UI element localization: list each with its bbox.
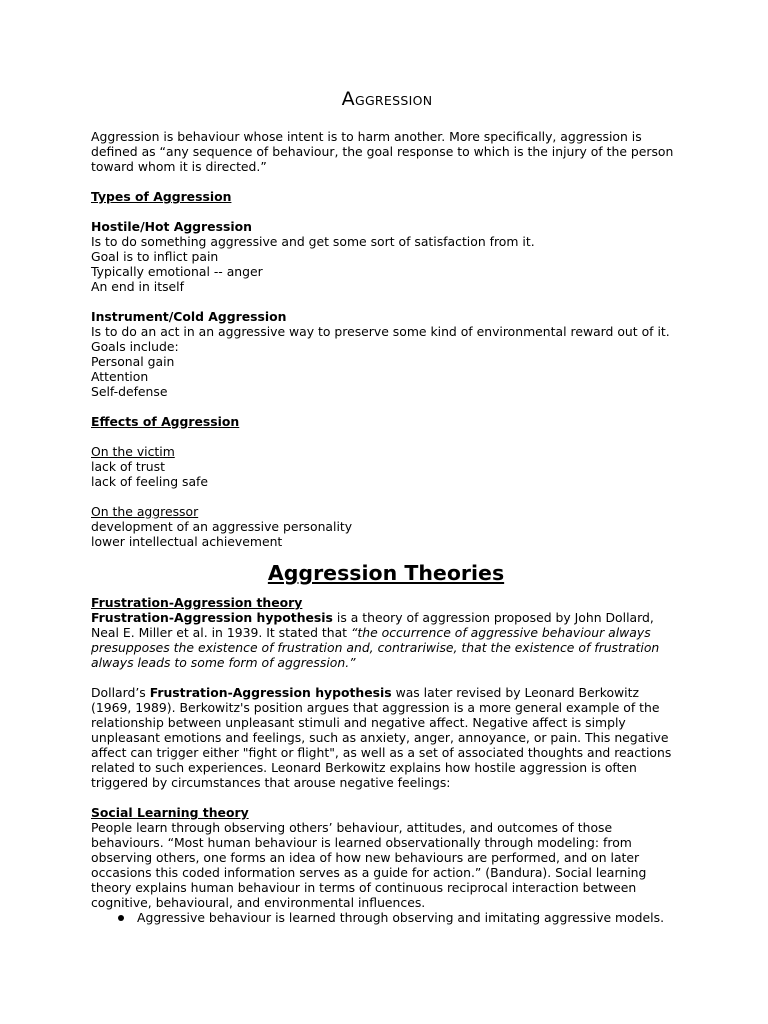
victim-heading: On the victim	[91, 444, 175, 459]
hostile-section	[91, 219, 681, 294]
aggressor-line: lower intellectual achievement	[91, 534, 283, 549]
hostile-line: Is to do something aggressive and get some sort of satisfaction from it.	[91, 234, 535, 249]
berkowitz-pre: Dollard’s	[91, 685, 150, 700]
social-bullet-list	[91, 910, 681, 925]
instrument-line: Is to do an act in an aggressive way to preserve some kind of environmental reward out of it.	[91, 324, 670, 339]
frustration-text: is a theory of aggression proposed by John Dollard, Neal E. Miller et al. in 1939. It stated that	[91, 610, 654, 640]
hostile-line: Typically emotional -- anger	[91, 264, 263, 279]
effects-heading: Effects of Aggression	[91, 414, 240, 429]
bullet-text: Aggressive behaviour is learned through observing and imitating aggressive models.	[137, 910, 665, 925]
social-section	[91, 805, 681, 925]
social-heading: Social Learning theory	[91, 805, 249, 820]
frustration-section	[91, 595, 681, 790]
theories-title: Aggression Theories	[267, 561, 505, 585]
victim-line: lack of feeling safe	[91, 474, 209, 489]
instrument-line: Goals include:	[91, 339, 179, 354]
instrument-section	[91, 309, 681, 399]
frustration-paragraph-1	[91, 610, 681, 670]
hostile-line: An end in itself	[91, 279, 184, 294]
frustration-paragraph-2	[91, 685, 681, 790]
victim-line: lack of trust	[91, 459, 165, 474]
victim-section	[91, 444, 681, 489]
frustration-quote: “the occurrence of aggressive behaviour always presupposes the existence of frustration and, contrariwise, that the existence of frustration always leads to some form of aggression.”	[91, 625, 660, 670]
instrument-line: Personal gain	[91, 354, 175, 369]
aggressor-line: development of an aggressive personality	[91, 519, 353, 534]
aggressor-section	[91, 504, 681, 549]
intro-paragraph: Aggression is behaviour whose intent is to harm another. More specifically, aggression is defined as “any sequence of behaviour, the goal response to which is the injury of the person toward whom it is directed.”	[91, 129, 674, 174]
document-page	[91, 88, 681, 925]
aggressor-heading: On the aggressor	[91, 504, 199, 519]
document-title	[93, 88, 681, 110]
bullet-icon	[118, 915, 124, 921]
hostile-line: Goal is to inflict pain	[91, 249, 219, 264]
social-paragraph: People learn through observing others’ behaviour, attitudes, and outcomes of those behaviours. “Most human behaviour is learned observationally through modeling: from observing others, one forms an idea of how new behaviours are performed, and on later occasions this coded information serves as a guide for action.” (Bandura). Social learning theory explains human behaviour in terms of continuous reciprocal interaction between cognitive, behavioural, and environmental influences.	[91, 820, 647, 910]
berkowitz-term: Frustration-Aggression hypothesis	[149, 685, 392, 700]
frustration-heading: Frustration-Aggression theory	[91, 595, 303, 610]
hostile-heading: Hostile/Hot Aggression	[91, 219, 252, 234]
title-rest: GGRESSION	[354, 93, 433, 108]
title-first-letter: A	[341, 88, 355, 110]
list-item	[137, 910, 681, 925]
instrument-heading: Instrument/Cold Aggression	[91, 309, 287, 324]
types-heading: Types of Aggression	[91, 189, 232, 204]
instrument-line: Self-defense	[91, 384, 168, 399]
frustration-term: Frustration-Aggression hypothesis	[91, 610, 333, 625]
instrument-line: Attention	[91, 369, 149, 384]
berkowitz-text: was later revised by Leonard Berkowitz (1969, 1989). Berkowitz's position argues that aggression is a more general example of the relationship between unpleasant stimuli and negative affect. Negative affect is simply unpleasant emotions and feelings, such as anxiety, anger, annoyance, or pain. This negative affect can trigger either "fight or flight", as well as a set of associated thoughts and reactions related to such experiences. Leonard Berkowitz explains how hostile aggression is often triggered by circumstances that arouse negative feelings:	[91, 685, 672, 790]
